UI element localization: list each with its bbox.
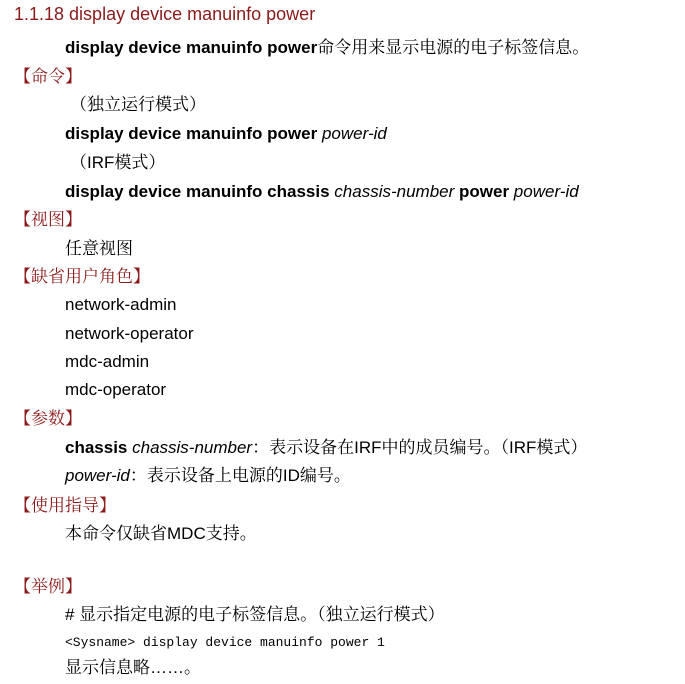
role-item: network-operator (65, 324, 194, 343)
command-1-keyword: display device manuinfo power (65, 124, 322, 143)
section-params: 【参数】 (14, 409, 82, 428)
usage-text: 本命令仅缺省MDC支持。 (65, 524, 257, 543)
section-command: 【命令】 (14, 67, 82, 86)
command-syntax-2 (65, 181, 579, 203)
example-comment: # 显示指定电源的电子标签信息。（独立运行模式） (65, 605, 445, 624)
view-text: 任意视图 (65, 239, 133, 258)
example-code: <Sysname> display device manuinfo power 1 (65, 635, 385, 650)
role-item: mdc-admin (65, 352, 150, 371)
param-2-desc: ：表示设备上电源的ID编号。 (129, 466, 351, 485)
role-item: mdc-operator (65, 380, 167, 399)
command-2-keyword-2: power (454, 182, 514, 201)
param-1-desc: ：表示设备在IRF中的成员编号。（IRF模式） (252, 438, 588, 457)
section-example: 【举例】 (14, 577, 82, 596)
role-item: network-admin (65, 295, 177, 314)
command-2-keyword-1: display device manuinfo chassis (65, 182, 335, 201)
mode-irf: （IRF模式） (70, 153, 166, 172)
command-1-arg: power-id (321, 124, 387, 143)
param-2-arg: power-id (65, 466, 130, 485)
command-2-arg-2: power-id (513, 182, 579, 201)
intro-command: display device manuinfo power (65, 38, 318, 57)
intro-line (65, 37, 589, 59)
section-usage: 【使用指导】 (14, 496, 116, 515)
param-1-keyword: chassis (65, 438, 133, 457)
page-title: 1.1.18 display device manuinfo power (14, 4, 316, 24)
command-syntax-1 (65, 123, 387, 145)
command-2-arg-1: chassis-number (334, 182, 455, 201)
param-chassis (65, 437, 587, 459)
param-power-id (65, 465, 351, 487)
intro-description: 命令用来显示电源的电子标签信息。 (317, 38, 590, 57)
example-result: 显示信息略……。 (65, 658, 201, 677)
section-view: 【视图】 (14, 210, 82, 229)
param-1-arg: chassis-number (132, 438, 253, 457)
mode-standalone: （独立运行模式） (70, 95, 206, 114)
section-roles: 【缺省用户角色】 (14, 267, 150, 286)
